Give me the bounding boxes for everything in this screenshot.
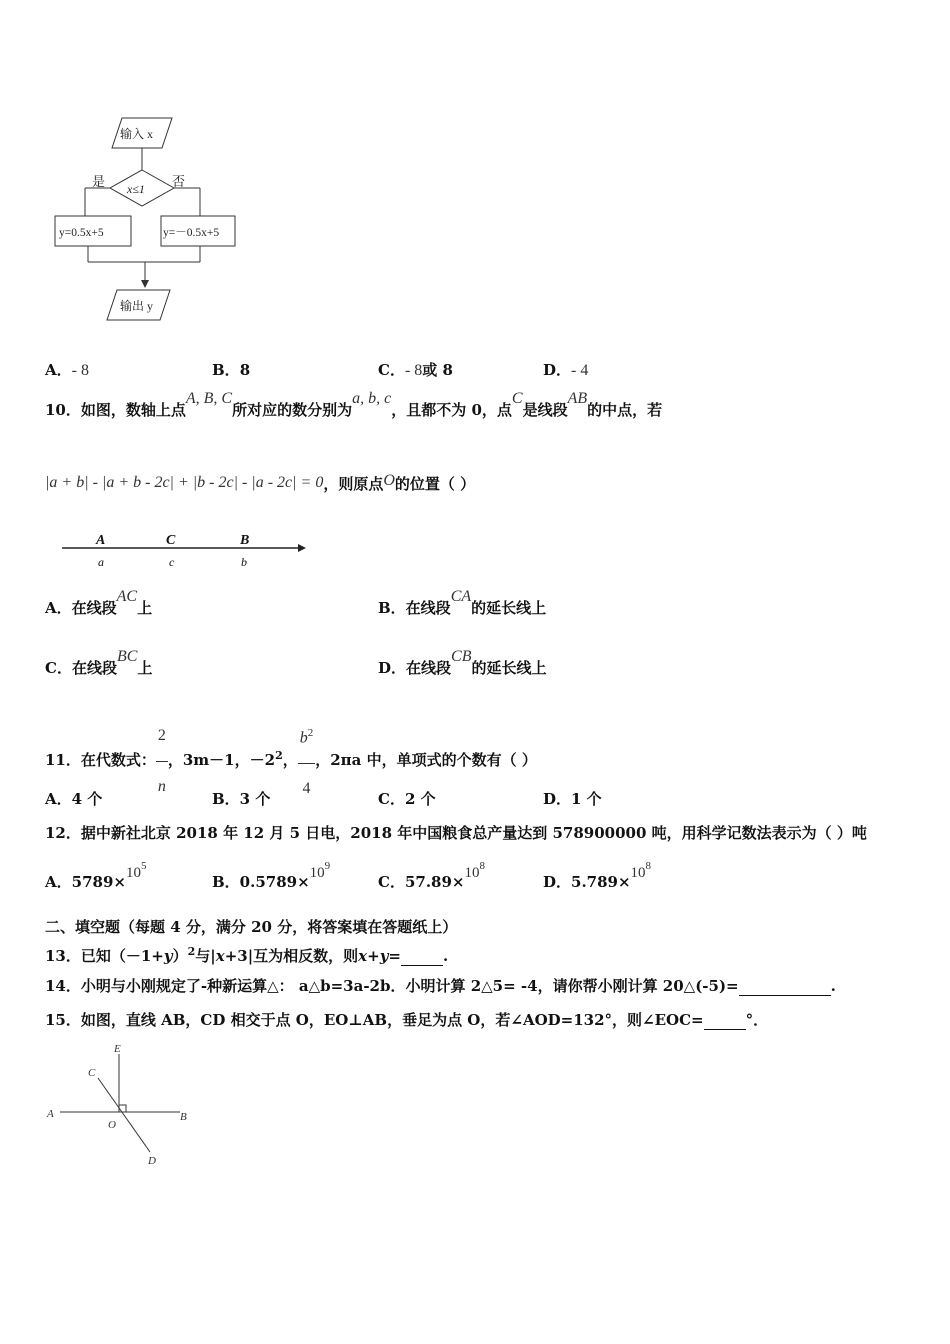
- label-c: C: [88, 1067, 96, 1079]
- intersecting-lines-figure: [40, 1040, 200, 1170]
- fraction-2-over-n: $\frac{2}{n}$: [156, 711, 168, 812]
- q13-answer-blank[interactable]: [401, 965, 443, 966]
- q12-stem: 12．据中新社北京 2018 年 12 月 5 日电，2018 年中国粮食总产量达到 578900000 吨，用科学记数法表示为（ ）吨: [45, 824, 867, 842]
- q12-option-d: D．$5.789\times 10^8$: [543, 860, 652, 891]
- value-a-label: a: [98, 555, 104, 569]
- q11-option-c: C．2 个: [378, 790, 436, 808]
- label-a: A: [47, 1108, 54, 1120]
- q11-option-b: B．3 个: [212, 790, 271, 808]
- q11-stem: 11．在代数式： $\frac{2}{n}$ ，3m－1，$-2^2$， $\frac{b^2}{4}$ ，2πa 中，单项式的个数有（ ）: [45, 708, 537, 814]
- q12-option-b: B．$0.5789\times 10^9$: [212, 860, 331, 891]
- flowchart-condition-label: x≤1: [127, 182, 145, 196]
- point-c-label: C: [166, 533, 176, 548]
- point-b-label: B: [240, 533, 250, 548]
- point-a-label: A: [96, 533, 106, 548]
- fraction-b2-over-4: $\frac{b^2}{4}$: [298, 708, 316, 814]
- flowchart-left-formula: y=0.5x+5: [59, 227, 104, 239]
- q10-option-d: D．在线段CB的延长线上: [378, 648, 547, 677]
- q10-option-a: A．在线段AC上: [45, 588, 153, 617]
- flowchart-yes-label: 是: [92, 174, 106, 189]
- q10-equation: |a + b| - |a + b - 2c| + |b - 2c| - |a - 2c| = 0: [45, 474, 324, 491]
- flowchart-input-label: 输入 x: [120, 127, 154, 141]
- flowchart-no-label: 否: [172, 174, 186, 189]
- q10-condition: |a + b| - |a + b - 2c| + |b - 2c| - |a - 2c| = 0，则原点O的位置（ ）: [45, 472, 476, 493]
- q10-stem: 10．如图，数轴上点A, B, C所对应的数分别为a, b, c，且都不为 0，点C是线段AB的中点，若: [45, 390, 663, 419]
- q10-option-b: B．在线段CA的延长线上: [378, 588, 547, 617]
- label-d: D: [148, 1155, 156, 1167]
- q15-answer-blank[interactable]: [704, 1029, 746, 1030]
- q11-option-d: D．1 个: [543, 790, 602, 808]
- q13-stem: 13．已知$(-1+y)^2$与|x+3|互为相反数，则x+y= .: [45, 945, 449, 965]
- value-c-label: c: [169, 555, 175, 569]
- value-b-label: b: [241, 555, 247, 569]
- q12-option-c: C．$57.89\times 10^8$: [378, 860, 485, 891]
- q9-option-b: B．8: [212, 361, 251, 379]
- q9-option-c: C．- 8或 8: [378, 361, 453, 379]
- right-angle-mark: [119, 1105, 126, 1112]
- q11-option-a: A．4 个: [45, 790, 103, 808]
- flowchart-right-formula: y=－0.5x+5: [163, 227, 220, 239]
- q10-option-c: C．在线段BC上: [45, 648, 153, 677]
- q9-option-d: D．- 4: [543, 361, 589, 379]
- number-line-figure: [58, 528, 310, 572]
- flowchart-output-label: 输出 y: [120, 299, 154, 313]
- label-e: E: [114, 1043, 121, 1055]
- q15-stem: 15．如图，直线 AB，CD 相交于点 O，EO⊥AB，垂足为点 O，若∠AOD=132°，则∠EOC= °．: [45, 1011, 769, 1029]
- section-2-heading: 二、填空题（每题 4 分，满分 20 分，将答案填在答题纸上）: [45, 918, 458, 936]
- q14-answer-blank[interactable]: [739, 995, 831, 996]
- label-o: O: [108, 1119, 116, 1131]
- flowchart-figure: [50, 110, 250, 330]
- q9-option-a: A．- 8: [45, 361, 89, 379]
- q14-stem: 14．小明与小刚规定了-种新运算△： a△b=3a-2b．小明计算 2△5= -4，请你帮小刚计算 20△(-5)= .: [45, 977, 836, 995]
- q12-option-a: A．$5789\times 10^5$: [45, 860, 147, 891]
- label-b: B: [180, 1111, 187, 1123]
- line-cd: [98, 1078, 150, 1152]
